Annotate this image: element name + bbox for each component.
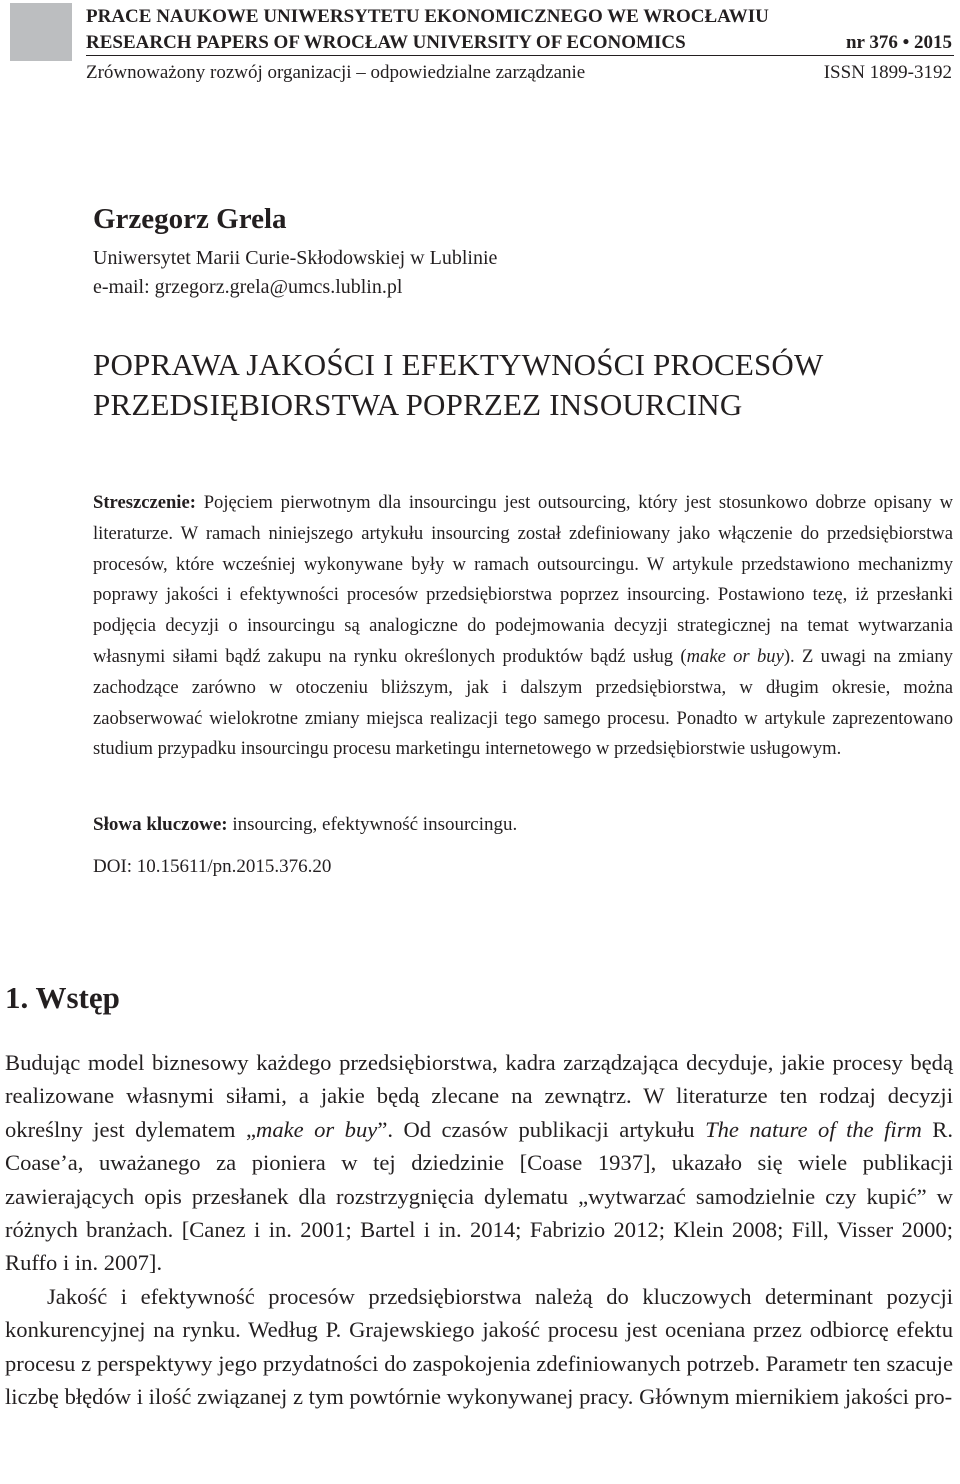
paper-title-line2: PRZEDSIĘBIORSTWA POPRZEZ INSOURCING — [93, 387, 743, 422]
body-text — [5, 1046, 953, 1413]
issue-number: nr 376 • 2015 — [845, 32, 952, 53]
keywords — [93, 814, 517, 836]
author-affiliation: Uniwersytet Marii Curie-Skłodowskiej w Lublinie — [93, 247, 498, 269]
journal-name-pl: PRACE NAUKOWE UNIWERSYTETU EKONOMICZNEGO WE WROCŁAWIU — [86, 6, 769, 27]
italic-book-title: The nature of the firm — [705, 1116, 922, 1142]
doi: DOI: 10.15611/pn.2015.376.20 — [93, 856, 332, 877]
paper-title — [93, 345, 943, 425]
abstract-italic: make or buy — [686, 645, 784, 667]
series-title: Zrównoważony rozwój organizacji – odpowiedzialne zarządzanie — [86, 62, 586, 83]
header-gray-block — [10, 3, 72, 61]
issn: ISSN 1899-3192 — [823, 62, 952, 83]
section-heading: 1. Wstęp — [5, 980, 120, 1015]
keywords-value: insourcing, efektywność insourcingu. — [227, 814, 518, 835]
abstract-label: Streszczenie: — [93, 492, 196, 513]
abstract-text-2: ). Z uwagi na zmiany zachodzące zarówno w otoczeniu bliższym, jak i dalszym przedsiębiorstwa, w długim okresie, można zaobserwować wielokrotne zmiany miejsca realizacji tego samego procesu. Ponadto w artykule zaprezentowano studium przypadku insourcingu procesu marketingu internetowego w przedsiębiorstwie usługowym. — [93, 645, 953, 760]
body-paragraph-1: Budując model biznesowy każdego przedsiębiorstwa, kadra zarządzająca decyduje, jakie procesy będą realizowane własnymi siłami, a jakie będą zlecane na zewnątrz. W literaturze ten rodzaj decyzji określny jest dylematem „make or buy”. Od czasów publikacji artykułu The nature of the firm R. Coase’a, uważanego za pioniera w tej dziedzinie [Coase 1937], ukazało się wiele publikacji zawierających opis przesłanek dla rozstrzygnięcia dylematu „wytwarzać samodzielnie czy kupić” w różnych branżach. [Canez i in. 2001; Bartel i in. 2014; Fabrizio 2012; Klein 2008; Fill, Visser 2000; Ruffo i in. 2007]. — [5, 1050, 953, 1276]
author-name: Grzegorz Grela — [93, 203, 287, 235]
header-rule — [86, 55, 954, 56]
journal-name-en: RESEARCH PAPERS OF WROCŁAW UNIVERSITY OF ECONOMICS — [86, 32, 686, 53]
abstract — [93, 488, 953, 765]
keywords-label: Słowa kluczowe: — [93, 814, 228, 835]
italic-make-or-buy: make or buy — [256, 1116, 378, 1142]
body-paragraph-2: Jakość i efektywność procesów przedsiębiorstwa należą do kluczowych determinant pozycji konkurencyjnej na rynku. Według P. Grajewskiego jakość procesu jest oceniana przez odbiorcę efektu procesu z perspektywy jego przydatności do zaspokojenia zdefiniowanych potrzeb. Parametr ten szacuje liczbę błędów i ilość związanej z tym powtórnie wykonywanej pracy. Głównym miernikiem jakości pro- — [5, 1283, 953, 1410]
author-email: e-mail: grzegorz.grela@umcs.lublin.pl — [93, 276, 403, 298]
abstract-text-1: Pojęciem pierwotnym dla insourcingu jest outsourcing, który jest stosunkowo dobrze opisany w literaturze. W ramach niniejszego artykułu insourcing został zdefiniowany jako włączenie do przedsiębiorstwa procesów, które wcześniej wykonywane były w ramach outsourcingu. W artykule przedstawiono mechanizmy poprawy jakości i efektywności procesów przedsiębiorstwa poprzez insourcing. Postawiono tezę, iż przesłanki podjęcia decyzji o insourcingu są analogiczne do podejmowania decyzji strategicznej na temat wytwarzania własnymi siłami bądź zakupu na rynku określonych produktów bądź usług ( — [93, 492, 953, 667]
paper-title-line1: POPRAWA JAKOŚCI I EFEKTYWNOŚCI PROCESÓW — [93, 347, 824, 382]
